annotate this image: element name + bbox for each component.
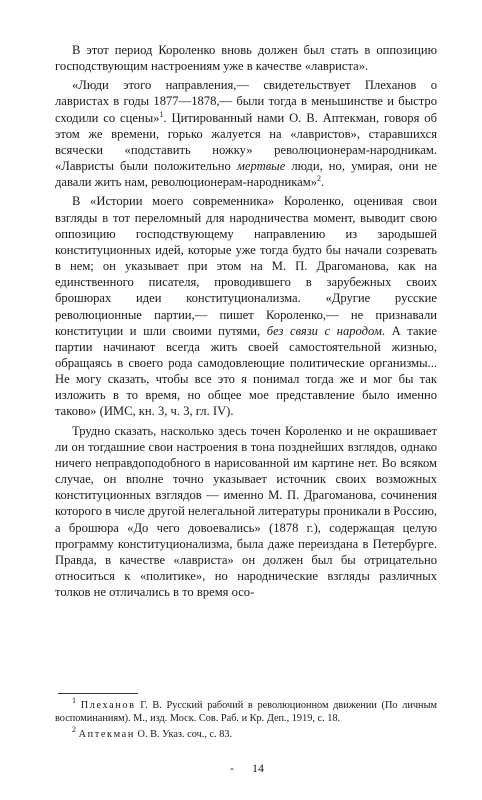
text-run: В «Истории моего современника» Короленко, оценивая свои взгляды в тот переломный для народничества момент, выводит свою оппозицию господствующему направлению из зародышей конституционных идей, которые уже тогда будто бы начали созревать в нем; он указывает при этом на М. П. Драгоманова, как на единственного писателя, проводившего в зарубежных своих брошюрах идеи конституционализма. «Другие русские революционные партии,— пишет Короленко,— не признавали конституции и шли своими путями, — [55, 194, 437, 338]
footnotes — [55, 696, 437, 742]
footnote — [55, 696, 437, 725]
text-run: люди, но, умирая, они не давали жить нам, революционерам-народникам» — [55, 159, 437, 190]
paragraph — [55, 423, 437, 601]
emphasis: мертвые — [236, 159, 286, 174]
paragraph — [55, 77, 437, 190]
text-run: . А такие партии начинают всегда жить своей самостоятельной жизнью, обращаясь в своего рода самодовлеющие политические организмы... Не могу сказать, чтобы все это я понимал тогда же и мог бы так изложить в то время, но общее мое представление было именно таково» (ИМС, кн. 3, ч. 3, гл. IV). — [55, 323, 437, 419]
footnote-ref: 1 — [159, 109, 164, 119]
footnote-author: Аптекман — [78, 729, 135, 741]
text-run: В этот период Короленко вновь должен был стать в оппозицию господствующим настроениям уже в качестве «лавриста». — [55, 43, 437, 74]
page-number-value: 14 — [252, 761, 264, 775]
main-text — [55, 42, 437, 600]
page-number — [230, 761, 264, 776]
paragraph — [55, 193, 437, 419]
footnote-rule — [58, 693, 138, 694]
footnote — [55, 725, 437, 741]
footnote-text: Г. В. Русский рабочий в революционном движении (По личным воспоминаниям). М., изд. Моск. Сов. Раб. и Кр. Деп., 1919, с. 18. — [55, 700, 437, 725]
text-run: . — [321, 175, 325, 190]
paragraph — [55, 42, 437, 74]
page-mark: - — [230, 761, 234, 775]
footnote-ref: 2 — [317, 174, 322, 184]
footnote-mark: 1 — [72, 696, 76, 705]
emphasis: без связи с народом — [266, 323, 382, 338]
footnote-author: Плеханов — [80, 700, 136, 711]
footnote-mark: 2 — [72, 725, 76, 735]
text-run: Трудно сказать, насколько здесь точен Короленко и не окрашивает ли он тогдашние свои настроения в тона позднейших взглядов, однако ничего неправдоподобного в нарисованной им картине нет. Во всяком случае, он вполне точно указывает источник своих возможных конституционных взглядов — именно М. П. Драгоманова, сочинения которого в числе другой нелегальной литературы проникали в Россию, а брошюра «До чего довоевались» (1878 г.), содержащая целую программу конституционализма, была даже переиздана в Петербурге. Правда, в качестве «лавриста» он должен был бы отрицательно относиться к «политике», но народнические взгляды различных толков не отличались в то время осо- — [55, 423, 437, 600]
text-run: «Люди этого направления,— свидетельствует Плеханов о лавристах в годы 1877—1878,— были тогда в меньшинстве и быстро сходили со сцены» — [55, 78, 437, 125]
footnote-text: О. В. Указ. соч., с. 83. — [134, 729, 233, 741]
text-run: . Цитированный нами О. В. Аптекман, говоря об этом же времени, горько жалуется на «лавристов», старавшихся всячески «подставить ножку» революционерам-народникам. «Лавристы были положительно — [55, 110, 438, 174]
